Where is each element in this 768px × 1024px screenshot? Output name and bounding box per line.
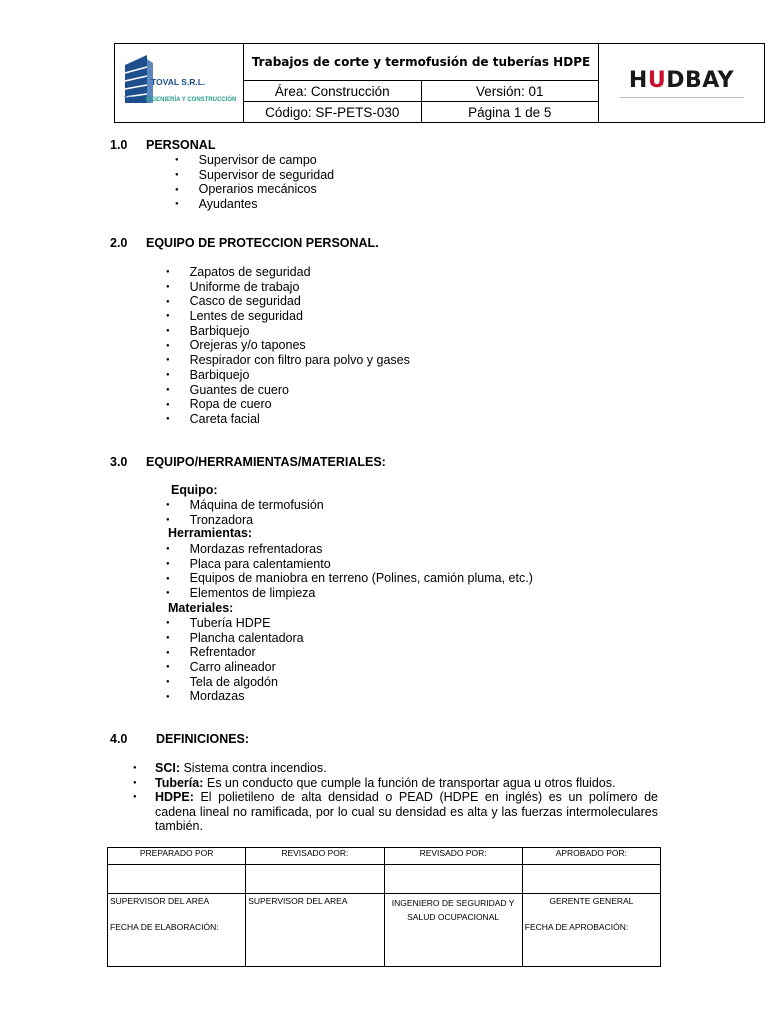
signature-table — [107, 847, 661, 967]
fecha-elaboracion: FECHA DE ELABORACIÓN: — [110, 922, 219, 932]
code-field: Código: SF-PETS-030 — [244, 102, 422, 123]
sign-role-3: INGENIERO DE SEGURIDAD Y SALUD OCUPACIONAL — [384, 894, 522, 967]
list-item: ● Tela de algodón — [166, 675, 304, 690]
list-item: ● Ropa de cuero — [166, 397, 410, 412]
list-item: ● Barbiquejo — [166, 324, 410, 339]
equipo-label: Equipo: — [171, 483, 218, 497]
equipo-list — [166, 498, 324, 527]
list-item: ● Máquina de termofusión — [166, 498, 324, 513]
toval-logo — [119, 53, 239, 113]
sign-box — [384, 865, 522, 894]
list-item: ● Zapatos de seguridad — [166, 265, 410, 280]
fecha-aprobacion: FECHA DE APROBACIÓN: — [524, 922, 629, 932]
sign-box — [108, 865, 246, 894]
list-item: ● Operarios mecánicos — [175, 182, 334, 197]
list-item: ● Supervisor de campo — [175, 153, 334, 168]
version-field: Versión: 01 — [421, 81, 599, 102]
company-name: TOVAL S.R.L. — [151, 77, 206, 87]
list-item: ● Careta facial — [166, 412, 410, 427]
herramientas-label: Herramientas: — [168, 526, 253, 540]
list-item: ● Tronzadora — [166, 513, 324, 528]
list-item: ● Barbiquejo — [166, 368, 410, 383]
sign-header-reviewed-2: REVISADO POR: — [384, 848, 522, 865]
list-item: ● Guantes de cuero — [166, 383, 410, 398]
document-header — [114, 43, 765, 123]
list-item: ● Respirador con filtro para polvo y gases — [166, 353, 410, 368]
list-item: ● Elementos de limpieza — [166, 586, 533, 601]
sign-role-4: GERENTE GENERAL FECHA DE APROBACIÓN: — [522, 894, 660, 967]
definition-item: ● HDPE: El polietileno de alta densidad o PEAD (HDPE en inglés) es un polímero de cadena lineal no ramificada, por lo cual su densidad es alta y las fuerzas intermoleculares también. — [131, 790, 658, 834]
definition-item: ● Tubería: Es un conducto que cumple la función de transportar agua u otros fluidos. — [131, 776, 658, 791]
list-item: ● Casco de seguridad — [166, 294, 410, 309]
list-item: ● Lentes de seguridad — [166, 309, 410, 324]
section-heading-personal: 1.0 PERSONAL — [110, 138, 216, 152]
list-item: ● Mordazas refrentadoras — [166, 542, 533, 557]
sign-box — [522, 865, 660, 894]
section-heading-definitions: 4.0 DEFINICIONES: — [110, 732, 250, 746]
list-item: ● Equipos de maniobra en terreno (Polines, camión pluma, etc.) — [166, 571, 533, 586]
definition-item: ● SCI: Sistema contra incendios. — [131, 761, 658, 776]
list-item: ● Ayudantes — [175, 197, 334, 212]
divider — [620, 97, 744, 98]
sign-header-prepared: PREPARADO POR — [108, 848, 246, 865]
sign-header-approved: APROBADO POR: — [522, 848, 660, 865]
page-field: Página 1 de 5 — [421, 102, 599, 123]
section-heading-epp: 2.0 EQUIPO DE PROTECCION PERSONAL. — [110, 236, 379, 250]
list-item: ● Supervisor de seguridad — [175, 168, 334, 183]
definitions-list — [131, 761, 658, 834]
list-item: ● Mordazas — [166, 689, 304, 704]
company-tagline: TOVAL INGENIERÍA Y CONSTRUCCIÓN — [124, 97, 237, 103]
section-heading-equipment: 3.0 EQUIPO/HERRAMIENTAS/MATERIALES: — [110, 455, 386, 469]
document-title: Trabajos de corte y termofusión de tuberías HDPE — [244, 44, 599, 81]
company-logo-cell — [115, 44, 244, 123]
materiales-label: Materiales: — [168, 601, 234, 615]
client-logo-cell — [599, 44, 765, 123]
list-item: ● Tubería HDPE — [166, 616, 304, 631]
epp-list — [166, 265, 410, 427]
sign-box — [246, 865, 384, 894]
list-item: ● Plancha calentadora — [166, 631, 304, 646]
sign-role-1: SUPERVISOR DEL AREA FECHA DE ELABORACIÓN: — [108, 894, 246, 967]
list-item: ● Refrentador — [166, 645, 304, 660]
sign-role-2: SUPERVISOR DEL AREA — [246, 894, 384, 967]
sign-header-reviewed-1: REVISADO POR: — [246, 848, 384, 865]
personal-list — [175, 153, 334, 212]
list-item: ● Carro alineador — [166, 660, 304, 675]
hudbay-logo: HUDBAY — [628, 68, 735, 93]
list-item: ● Placa para calentamiento — [166, 557, 533, 572]
list-item: ● Uniforme de trabajo — [166, 280, 410, 295]
area-field: Área: Construcción — [244, 81, 422, 102]
materiales-list — [166, 616, 304, 704]
list-item: ● Orejeras y/o tapones — [166, 338, 410, 353]
herramientas-list — [166, 542, 533, 601]
